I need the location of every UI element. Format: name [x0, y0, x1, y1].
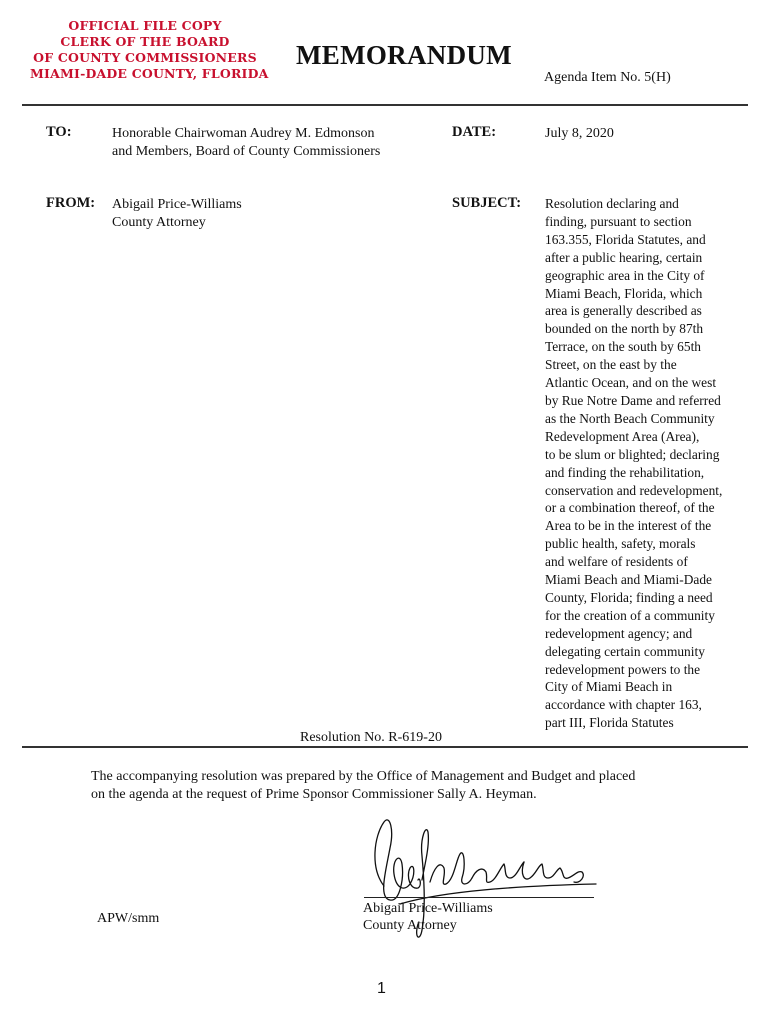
subject-line: Miami Beach and Miami-Dade — [545, 572, 712, 588]
author-initials: APW/smm — [97, 911, 160, 926]
subject-line: for the creation of a community — [545, 607, 715, 623]
subject-line: and welfare of residents of — [545, 554, 688, 570]
memo-title: MEMORANDUM — [296, 40, 512, 70]
stamp-line: MIAMI-DADE COUNTY, FLORIDA — [30, 66, 269, 81]
subject-line: Miami Beach, Florida, which — [545, 285, 703, 301]
subject-line: Area to be in the interest of the — [545, 518, 712, 534]
from-label: FROM: — [46, 195, 96, 211]
resolution-number: Resolution No. R-619-20 — [300, 730, 442, 745]
subject-line: by Rue Notre Dame and referred — [545, 392, 721, 408]
subject-line: after a public hearing, certain — [545, 249, 703, 265]
subject-line: 163.355, Florida Statutes, and — [545, 231, 706, 247]
signatory-block — [363, 900, 493, 934]
to-recipient — [112, 125, 380, 161]
subject-line: Atlantic Ocean, and on the west — [545, 375, 717, 391]
bottom-divider — [22, 746, 748, 748]
subject-line: Terrace, on the south by 65th — [545, 339, 701, 355]
subject-text — [545, 195, 750, 732]
subject-line: conservation and redevelopment, — [545, 482, 723, 498]
subject-line: redevelopment agency; and — [545, 625, 693, 641]
agenda-item-number: Agenda Item No. 5(H) — [544, 70, 671, 85]
signatory-name: Abigail Price-Williams — [363, 901, 493, 916]
signature-line — [364, 897, 594, 898]
subject-line: redevelopment powers to the — [545, 661, 701, 677]
body-paragraph — [91, 768, 711, 804]
subject-line: area is generally described as — [545, 303, 702, 319]
subject-line: delegating certain community — [545, 643, 705, 659]
subject-line: part III, Florida Statutes — [545, 715, 674, 731]
subject-line: Resolution declaring and — [545, 196, 679, 211]
subject-line: Redevelopment Area (Area), — [545, 428, 700, 444]
subject-line: as the North Beach Community — [545, 410, 715, 426]
from-line: County Attorney — [112, 214, 206, 230]
official-file-copy-stamp — [30, 18, 269, 82]
from-line: Abigail Price-Williams — [112, 197, 242, 212]
subject-line: Street, on the east by the — [545, 357, 677, 373]
subject-label: SUBJECT: — [452, 195, 522, 211]
top-divider — [22, 104, 748, 106]
to-line: and Members, Board of County Commissioners — [112, 143, 381, 159]
subject-line: County, Florida; finding a need — [545, 589, 713, 605]
subject-line: bounded on the north by 87th — [545, 321, 704, 337]
subject-line: finding, pursuant to section — [545, 213, 692, 229]
to-line: Honorable Chairwoman Audrey M. Edmonson — [112, 126, 375, 141]
handwritten-signature — [360, 808, 610, 958]
stamp-line: OF COUNTY COMMISSIONERS — [33, 50, 257, 65]
signatory-title: County Attorney — [363, 918, 457, 933]
from-sender — [112, 196, 242, 232]
subject-line: public health, safety, morals — [545, 536, 696, 552]
subject-line: and finding the rehabilitation, — [545, 464, 705, 480]
date-label: DATE: — [452, 124, 497, 140]
stamp-line: CLERK OF THE BOARD — [60, 34, 230, 49]
subject-line: accordance with chapter 163, — [545, 697, 702, 713]
page-number: 1 — [377, 980, 386, 997]
subject-line: City of Miami Beach in — [545, 679, 673, 695]
body-line: The accompanying resolution was prepared by the Office of Management and Budget and placed — [91, 769, 636, 784]
date-value: July 8, 2020 — [545, 126, 614, 141]
subject-line: geographic area in the City of — [545, 267, 705, 283]
subject-line: to be slum or blighted; declaring — [545, 446, 720, 462]
subject-line: or a combination thereof, of the — [545, 500, 715, 516]
stamp-line: OFFICIAL FILE COPY — [68, 18, 222, 33]
to-label: TO: — [46, 124, 72, 140]
body-line: on the agenda at the request of Prime Sponsor Commissioner Sally A. Heyman. — [91, 787, 537, 802]
